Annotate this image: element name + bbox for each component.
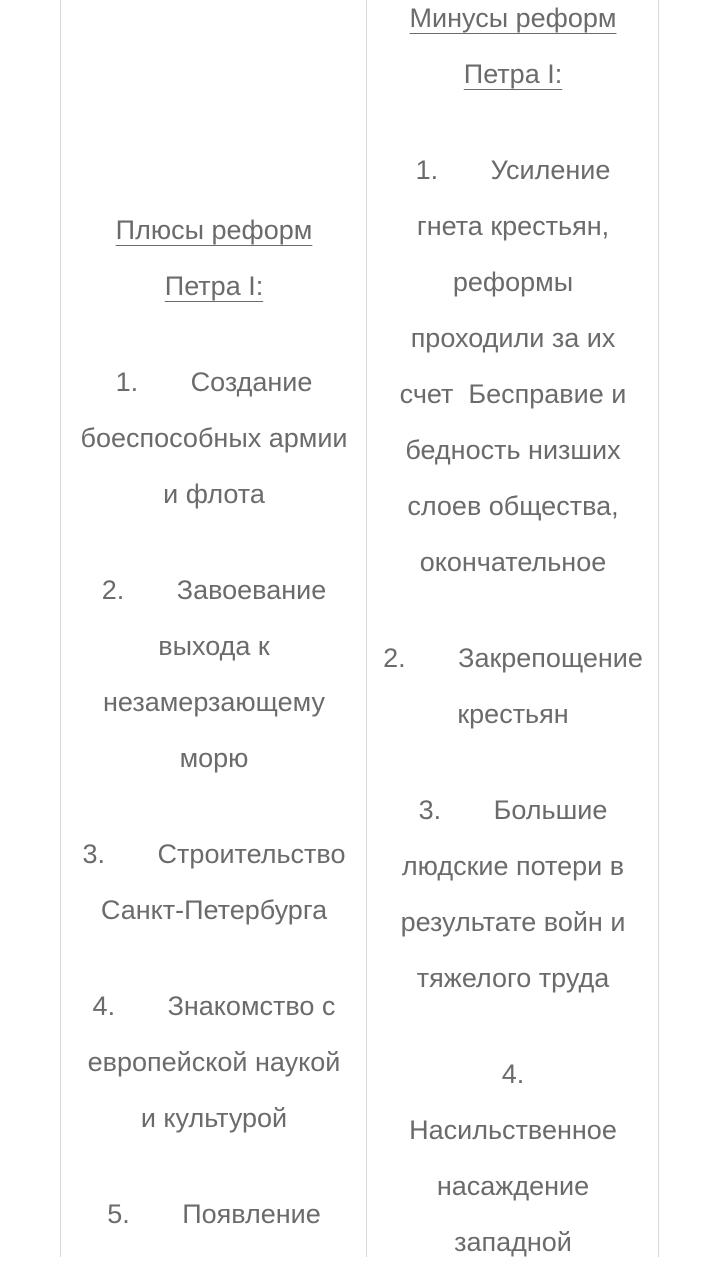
pros-item-5: 5. Появление: [107, 1199, 321, 1229]
cons-item-3: 3. Большие людские потери в результате войн и тяжелого труда: [400, 795, 626, 993]
cons-heading-line1: Минусы реформ: [409, 3, 617, 33]
pros-item-2: 2. Завоевание выхода к незамерзающему морю: [101, 575, 327, 773]
cons-item-1: 1. Усиление гнета крестьян, реформы проходили за их счет Бесправие и бедность низших слоев общества, окончательное: [399, 155, 627, 577]
cons-heading: [374, 0, 652, 102]
cons-item-2: 2. Закрепощение крестьян: [383, 643, 643, 729]
pros-item-4: 4. Знакомство с европейской наукой и культурой: [87, 991, 341, 1133]
cons-item-4: 4. Насильственное насаждение западной: [409, 1059, 617, 1257]
pros-heading-line1: Плюсы реформ: [115, 215, 313, 245]
pros-item-3: 3. Строительство Санкт-Петербурга: [82, 839, 346, 925]
pros-heading: [68, 202, 360, 314]
cons-column: [374, 0, 652, 1270]
pros-column: [68, 0, 360, 1242]
pros-heading-line2: Петра I:: [164, 271, 264, 301]
table-border-right: [658, 0, 659, 1257]
cons-heading-line2: Петра I:: [463, 59, 563, 89]
pros-item-1: 1. Создание боеспособных армии и флота: [80, 367, 348, 509]
table-border-middle: [366, 0, 367, 1257]
table-border-left: [60, 0, 61, 1257]
